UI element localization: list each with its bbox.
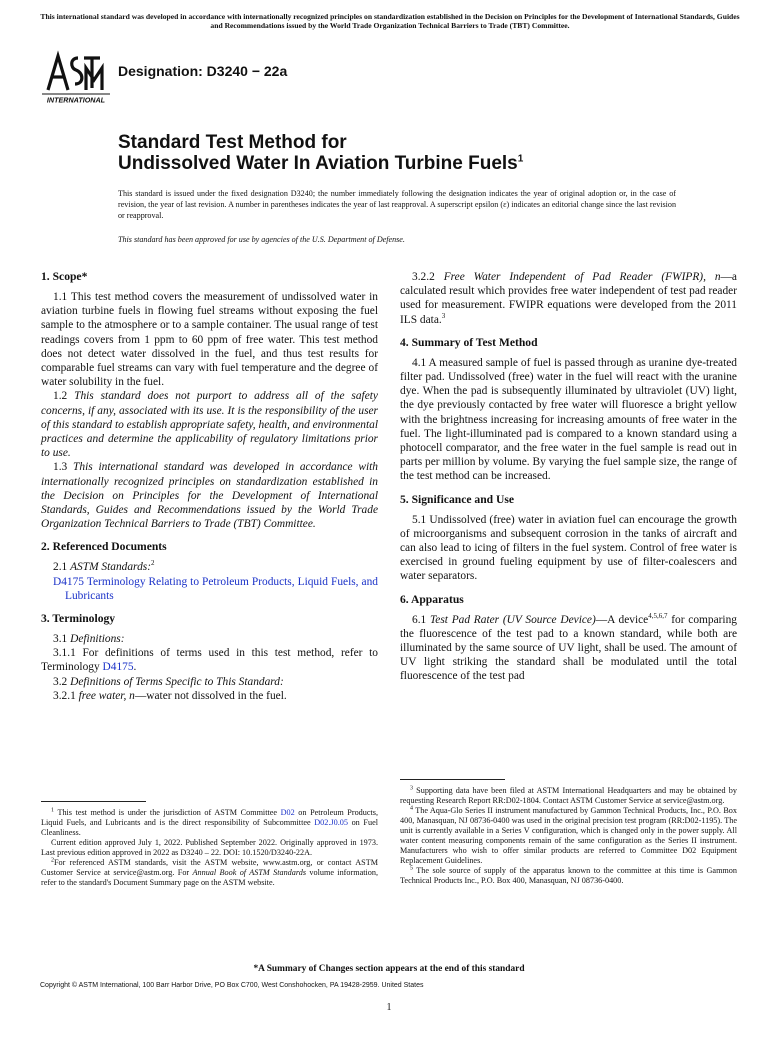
ref-d4175-code[interactable]: D4175 [53, 575, 85, 588]
section-5-heading: 5. Significance and Use [400, 492, 515, 506]
footnote-rule-right [400, 779, 505, 780]
para-3-1: 3.1 Definitions: [53, 633, 125, 646]
designation: Designation: D3240 − 22a [118, 63, 288, 79]
footnotes-left [41, 808, 378, 888]
subcommittee-link[interactable]: D02.J0.05 [314, 818, 348, 827]
para-6-1: 6.1 Test Pad Rater (UV Source Device)—A device$^{4,5,6,7}$ for comparing the fluorescence of the test pad to a known standard, while both are illuminated by the same source of UV light, shall be used. The amount of UV light striking the standard shall be modulated until the total fluorescence of the test pad [400, 611, 737, 683]
para-3-2-2: 3.2.2 Free Water Independent of Pad Reader (FWIPR), n—a calculated result which provides free water independent of test pad reader used for measurement. FWIPR equations were developed from the 2011 ILS data.$^3$ [400, 271, 737, 326]
document-title [118, 132, 523, 174]
footnote-rule-left [41, 801, 146, 802]
footnote-2: $^2$For referenced ASTM standards, visit the ASTM website, www.astm.org, or contact ASTM Customer Service at service@astm.org. For Annual Book of ASTM Standards volume information, refer to the standard's Document Summary page on the ASTM website. [41, 857, 379, 887]
committee-d02-link[interactable]: D02 [280, 808, 295, 817]
para-4-1: 4.1 A measured sample of fuel is passed through as uranine dye-treated filter pad. Undissolved (free) water in the fuel will react with the uranine dye. When the pad is subsequently illuminated by ultraviolet (UV) light, the dye previously contacted by free water will fluoresce a bright yellow with the brightness increasing for increasing amounts of free water in the fuel. The light-illuminated pad is compared to a known standard using a photocell comparator, and the free water in the fuel sample is read out in parts per million by volume. By varying the fuel sample size, the range of the test method can be increased. [400, 356, 737, 483]
issuance-note: This standard is issued under the fixed designation D3240; the number immediately following the designation indicates the year of original adoption or, in the case of revision, the year of last revision. A number in parentheses indicates the year of last reapproval. A superscript epsilon (ε) indicates an editorial change since the last revision or reapproval. [118, 189, 676, 220]
para-3-2-1: 3.2.1 free water, n—water not dissolved in the fuel. [53, 689, 287, 702]
para-1-3: 1.3 This international standard was developed in accordance with internationally recognized principles on standardization established in the Decision on Principles for the Development of International Standards, Guides and Recommendations issued by the World Trade Organization Technical Barriers to Trade (TBT) Committee. [41, 461, 378, 531]
dod-approval-note: This standard has been approved for use by agencies of the U.S. Department of Defense. [118, 235, 405, 244]
logo-text: INTERNATIONAL [46, 95, 106, 105]
ref-d4175[interactable] [41, 575, 378, 603]
section-2-heading: 2. Referenced Documents [41, 540, 167, 554]
para-1-1: 1.1 This test method covers the measurement of undissolved water in aviation turbine fuels in flowing fuel streams without exposing the fuel sample to the atmosphere or to a sample container. The usual range of test readings covers from 1 ppm to 60 ppm of free water. This test method does not detect water dissolved in the fuel, and thus test results for comparable fuel streams can vary with fuel temperature and the degree of water solubility in the fuel. [41, 291, 378, 389]
right-column [400, 270, 737, 684]
footnote-1-edition: Current edition approved July 1, 2022. Published September 2022. Originally approved in 1973. Last previous edition approved in 2022 as D3240 – 22. DOI: 10.1520/D3240-22A. [41, 838, 378, 857]
standards-notice: This international standard was developed in accordance with internationally recognized principles on standardization established in the Decision on Principles for the Development of International Standards, Guides and Recommendations issued by the World Trade Organization Technical Barriers to Trade (TBT) Committee. [40, 12, 740, 30]
para-3-2: 3.2 Definitions of Terms Specific to This Standard: [53, 675, 284, 688]
summary-of-changes-note: *A Summary of Changes section appears at the end of this standard [253, 964, 525, 974]
para-3-1-1: 3.1.1 For definitions of terms used in this test method, refer to Terminology D4175. [41, 647, 378, 674]
para-1-2: 1.2 This standard does not purport to address all of the safety concerns, if any, associated with its use. It is the responsibility of the user of this standard to establish appropriate safety, health, and environmental practices and determine the applicability of regulatory limitations prior to use. [41, 390, 378, 460]
ref-d4175-title[interactable]: Terminology Relating to Petroleum Products, Liquid Fuels, and Lubricants [65, 575, 378, 602]
astm-logo [40, 50, 112, 106]
section-1-heading: 1. Scope* [41, 270, 88, 283]
para-2-1: 2.1 ASTM Standards:$^2$ [53, 559, 155, 574]
footnote-3: $^3$ Supporting data have been filed at ASTM International Headquarters and may be obtained by requesting Research Report RR:D02-1804. Contact ASTM Customer Service at service@astm.org. [400, 785, 737, 805]
section-6-heading: 6. Apparatus [400, 592, 464, 606]
page-number: 1 [386, 1002, 392, 1013]
footnotes-right [400, 786, 737, 886]
footnote-4: $^4$ The Aqua-Glo Series II instrument manufactured by Gammon Technical Products, Inc., P.O. Box 400, Manasquan, NJ 08736-0400 was used in the original precision test program (RR:D02-1195). The unit is currently available in a Series V configuration, which is changed only in the power supply. All water content measuring components remain of the same configuration as the Series II instrument. Manufacturers who wish to offer similar products are referred to Committee D02 Equipment Replacement Guidelines. [400, 805, 737, 865]
section-4-heading: 4. Summary of Test Method [400, 335, 538, 349]
title-footnote-ref: 1 [517, 153, 524, 165]
para-5-1: 5.1 Undissolved (free) water in aviation fuel can encourage the growth of microorganisms and subsequent corrosion in the tanks of aircraft and can also lead to icing of filters in the fuel system. Control of free water is exercised in ground fueling equipment by use of filter-coalescers and water separators. [400, 513, 737, 583]
terminology-link[interactable]: D4175 [102, 661, 134, 674]
title-line-1: Standard Test Method for [118, 132, 347, 153]
title-line-2: Undissolved Water In Aviation Turbine Fuels$^1$ [118, 153, 524, 174]
copyright-line: Copyright © ASTM International, 100 Barr Harbor Drive, PO Box C700, West Conshohocken, PA 19428-2959. United States [40, 982, 424, 989]
footnote-5: $^5$ The sole source of supply of the apparatus known to the committee at this time is Gammon Technical Products Inc., P.O. Box 400, Manasquan, NJ 08736-0400. [400, 865, 737, 885]
footnote-1: $^1$ This test method is under the jurisdiction of ASTM Committee D02 on Petroleum Products, Liquid Fuels, and Lubricants and is the direct responsibility of Subcommittee D02.J0.05 on Fuel Cleanliness. [41, 807, 378, 837]
left-column [41, 270, 378, 703]
section-3-heading: 3. Terminology [41, 612, 116, 626]
